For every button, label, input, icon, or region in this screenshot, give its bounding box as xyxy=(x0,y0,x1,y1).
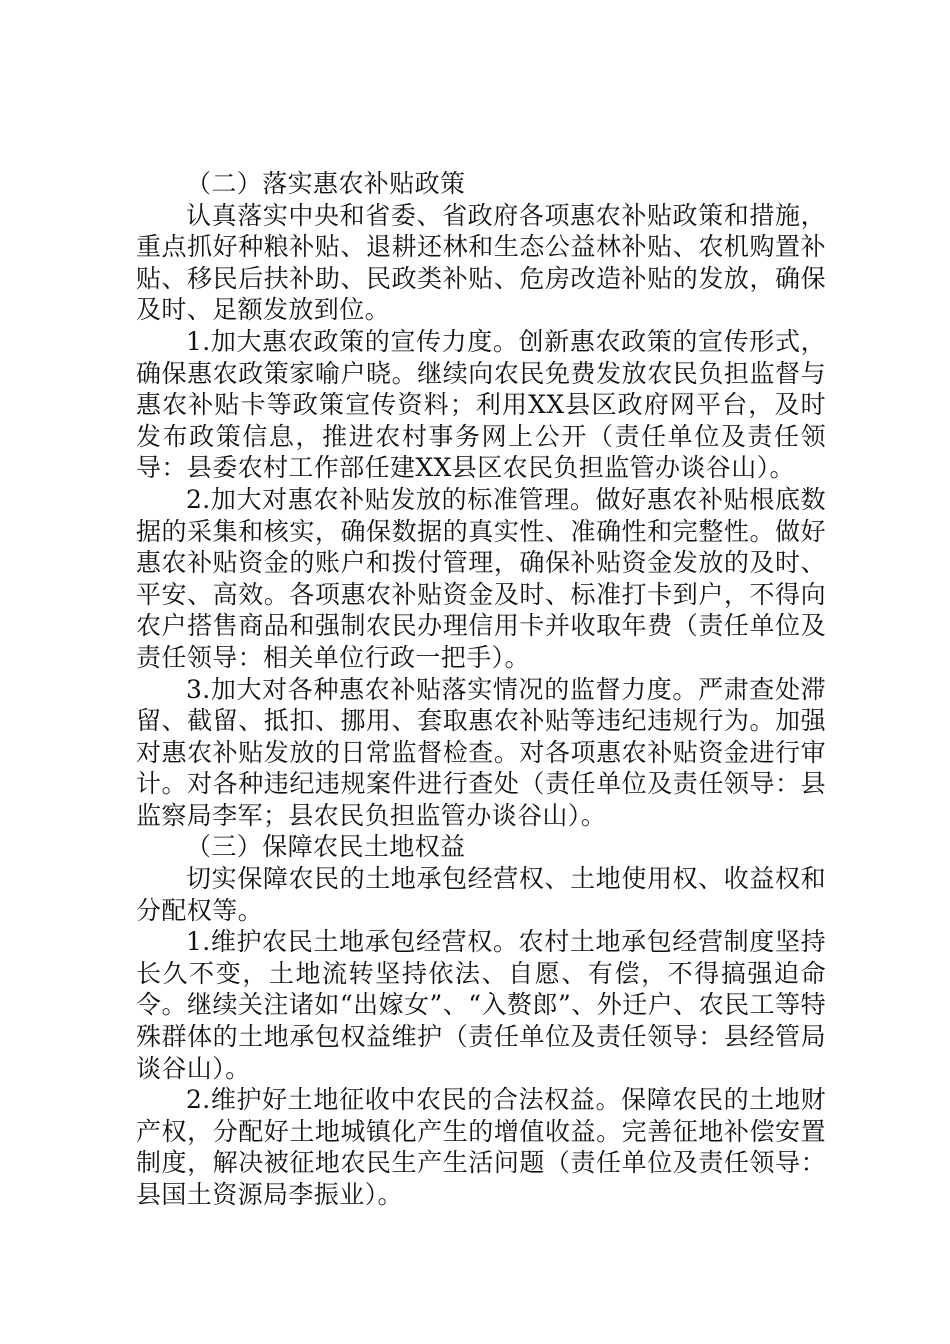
paragraph-item-1-publicity: 1.加大惠农政策的宣传力度。创新惠农政策的宣传形式，确保惠农政策家喻户晓。继续向农民免费发放农民负担监督与惠农补贴卡等政策宣传资料；利用XX县区政府网平台，及时发布政策信息，推进农村事务网上公开（责任单位及责任领导：县委农村工作部任建XX县区农民负担监管办谈谷山）。 xyxy=(136,326,826,483)
paragraph-item-3-supervision: 3.加大对各种惠农补贴落实情况的监督力度。严肃查处滞留、截留、抵扣、挪用、套取惠农补贴等违纪违规行为。加强对惠农补贴发放的日常监督检查。对各项惠农补贴资金进行审计。对各种违纪违规案件进行查处（责任单位及责任领导：县监察局李军；县农民负担监管办谈谷山）。 xyxy=(136,674,826,830)
paragraph-intro-land: 切实保障农民的土地承包经营权、土地使用权、收益权和分配权等。 xyxy=(136,864,826,925)
paragraph-intro-subsidy: 认真落实中央和省委、省政府各项惠农补贴政策和措施，重点抓好种粮补贴、退耕还林和生态公益林补贴、农机购置补贴、移民后扶补助、民政类补贴、危房改造补贴的发放，确保及时、足额发放到位。 xyxy=(136,200,826,325)
paragraph-item-2-land-requisition: 2.维护好土地征收中农民的合法权益。保障农民的土地财产权，分配好土地城镇化产生的增值收益。完善征地补偿安置制度，解决被征地农民生产生活问题（责任单位及责任领导：县国土资源局李振业）。 xyxy=(136,1085,826,1209)
paragraph-item-1-land-contract: 1.维护农民土地承包经营权。农村土地承包经营制度坚持长久不变，土地流转坚持依法、自愿、有偿，不得搞强迫命令。继续关注诸如“出嫁女”、“入赘郎”、外迁户、农民工等特殊群体的土地承包权益维护（责任单位及责任领导：县经管局谈谷山）。 xyxy=(136,927,826,1083)
section-heading-3: （三）保障农民土地权益 xyxy=(186,832,466,862)
paragraph-item-2-management: 2.加大对惠农补贴发放的标准管理。做好惠农补贴根底数据的采集和核实，确保数据的真实性、准确性和完整性。做好惠农补贴资金的账户和拨付管理，确保补贴资金发放的及时、平安、高效。各项惠农补贴资金及时、标准打卡到户，不得向农户搭售商品和强制农民办理信用卡并收取年费（责任单位及责任领导：相关单位行政一把手）。 xyxy=(136,484,826,672)
section-heading-2: （二）落实惠农补贴政策 xyxy=(186,169,466,198)
document-page xyxy=(136,168,826,1211)
